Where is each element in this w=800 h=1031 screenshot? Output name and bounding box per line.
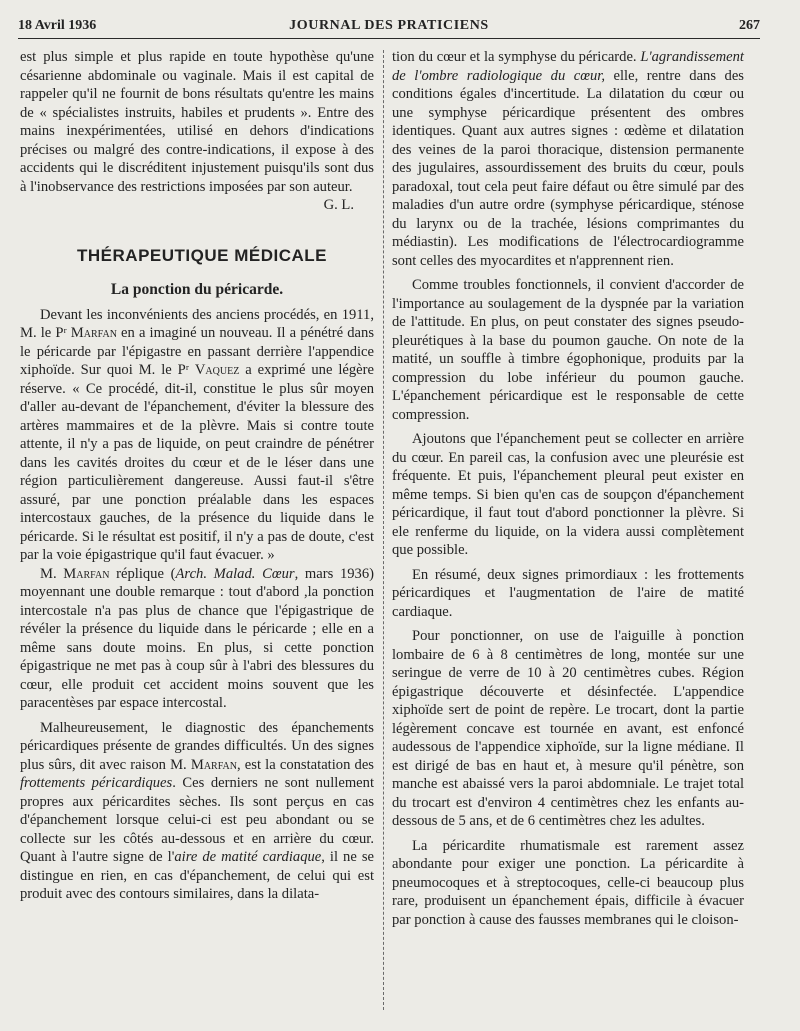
right-column — [392, 48, 744, 929]
paragraph-2: M. Marfan réplique (Arch. Malad. Cœur, mars 1936) moyennant une double remarque : tout d'abord ,la ponction intercostale n'a pas plus de chance que l'épigastrique de révéler la présence du liquide dans le péricarde ; elle en a même sans doute moins. En plus, si cette ponction épigastrique ne met pas à coup sûr à l'abri des blessures du cœur, elle produit cet accident moins souvent que les paracentèses par espace intercostal. — [20, 565, 374, 711]
paragraph-r5: Pour ponctionner, on use de l'aiguille à ponction lombaire de 6 à 8 centimètres de long, montée sur une seringue de verre de 10 à 20 centimètres cubes. Région épigastrique découverte et désinfectée. L'appendice xiphoïde sert de point de repère. Le trocart, dont la partie légèrement concave est tournée en avant, est enfoncé audessous de l'appendice xiphoïde, sur la ligne médiane. Il est dirigé de bas en haut et, à mesure qu'il pénètre, son manche est abaissé vers la paroi abdomniale. Le trajet total du trocart est d'environ 4 centimètres chez les enfants au-dessous de 5 ans, et de 6 centimètres chez les adultes. — [392, 628, 744, 829]
author-name: M. Marfan — [40, 565, 110, 582]
paragraph-r2: Comme troubles fonctionnels, il convient d'accorder de l'importance au soulagement de la dyspnée par la variation de l'attitude. En plus, on peut constater des signes pseudo-pleurétiques à la base du poumon gauche. On note de la matité, un souffle à timbre égophonique, produits par la compression du lobe inférieur du poumon gauche. L'épanchement péricardique est le responsable de cette compression. — [392, 277, 744, 423]
journal-title: JOURNAL DES PRATICIENS — [289, 18, 489, 33]
page-header — [18, 16, 760, 39]
paragraph-r4: En résumé, deux signes primordiaux : les frottements péricardiques et l'augmentation de l'aire de matité cardiaque. — [392, 566, 744, 620]
author-name: Marfan — [70, 325, 117, 341]
paragraph-r1: tion du cœur et la symphyse du péricarde. L'agrandissement de l'ombre radiologique du cœur, elle, rentre dans des conditions égales d'incertitude. La dilatation du cœur ou une symphyse péricardique présentent des ombres identiques. Quant aux autres signes : œdème et dilatation des veines de la paroi thoracique, distension permanente des jugulaires, assourdissement des bruits du cœur, pouls paradoxal, tout cela peut faire défaut ou être simulé par des maladies d'un autre ordre (symphyse péricardique, sténose du larynx ou de la trachée, lésions comprimantes du médiastin). Les modifications de l'électrocardiogramme sont celles des myocardites et n'apprennent rien. — [392, 49, 744, 269]
section-title: THÉRAPEUTIQUE MÉDICALE — [77, 245, 327, 265]
page-number: 267 — [739, 18, 760, 33]
header-date: 18 Avril 1936 — [18, 18, 97, 33]
reference: Arch. Malad. Cœur — [175, 565, 295, 582]
intro-signature: G. L. — [323, 197, 354, 213]
column-divider — [383, 50, 384, 1010]
author-name: M. Marfan — [170, 756, 237, 773]
paragraph-r3: Ajoutons que l'épanchement peut se collecter en arrière du cœur. En pareil cas, la confusion avec une pleurésie est fréquente. Et puis, l'épanchement pleural peut exister en même temps. Si bien qu'en cas de soupçon d'épanchement péricardique, il faut tout d'abord ponctionner la plèvre. Si ele renferme du liquide, on la videra aussi complètement que possible. — [392, 431, 744, 558]
left-column — [20, 48, 374, 904]
author-name: Vaquez — [194, 362, 240, 378]
paragraph-3: Malheureusement, le diagnostic des épanchements péricardiques présente de grandes difficultés. Un des signes plus sûrs, dit avec raison M. Marfan, est la constatation des frottements péricardiques. Ces derniers ne sont nullement propres aux péricardites sèches. Ils sont perçus en cas d'épanchement lorsque celui-ci est peu abondant ou se collecte sur les côtés au-dessous et en arrière du cœur. Quant à l'autre signe de l'aire de matité cardiaque, il ne se distingue en rien, en cas d'épanchement, de celui qui est produit avec des contours similaires, dans la dilata- — [20, 719, 375, 902]
paragraph-1: Devant les inconvénients des anciens procédés, en 1911, M. le Pʳ Marfan en a imaginé un nouveau. Il a pénétré dans le péricarde par l'épigastre en passant derrière l'appendice xiphoïde. Sur quoi M. le Pʳ Vaquez a exprimé une légère réserve. « Ce procédé, dit-il, constitue le plus sûr moyen d'aller au-devant de l'épanchement, d'éviter la blessure des artères mammaires et de la plèvre. Mais si contre toute attente, il n'y a pas de liquide, on peut craindre de pénétrer dans les cavités droites du cœur et de le léser dans une région particulièrement dangereuse. Aussi faut-il s'être assuré, par une ponction préalable dans les espaces intercostaux gauches, de la présence du liquide dans le péricarde. Si le résultat est positif, il n'y a pas de doute, c'est par la voie épigastrique qu'il faut évacuer. » — [20, 306, 374, 563]
intro-paragraph: est plus simple et plus rapide en toute hypothèse qu'une césarienne abdominale ou vaginale. Mais il est capital de rappeler qu'il ne fournit de bons résultats qu'entre les mains de « spécialistes instruits, habiles et prudents ». Entre des mains inexpérimentées, utilisé en dehors d'indications précises ou malgré des contre-indications, il expose à des accidents qui le discréditent injustement puisqu'ils sont dus à l'inobservance des restrictions imposées par son auteur. — [20, 49, 374, 195]
intro-signature-line — [20, 196, 374, 215]
article-title: La ponction du péricarde. — [110, 281, 284, 298]
paragraph-r6: La péricardite rhumatismale est rarement assez abondante pour exiger une ponction. La péricardite à pneumocoques et à streptocoques, celle-ci beaucoup plus rare, produisent un épanchement épais, difficile à évacuer par ponction à cause des fausses membranes qui le cloison- — [392, 837, 744, 928]
